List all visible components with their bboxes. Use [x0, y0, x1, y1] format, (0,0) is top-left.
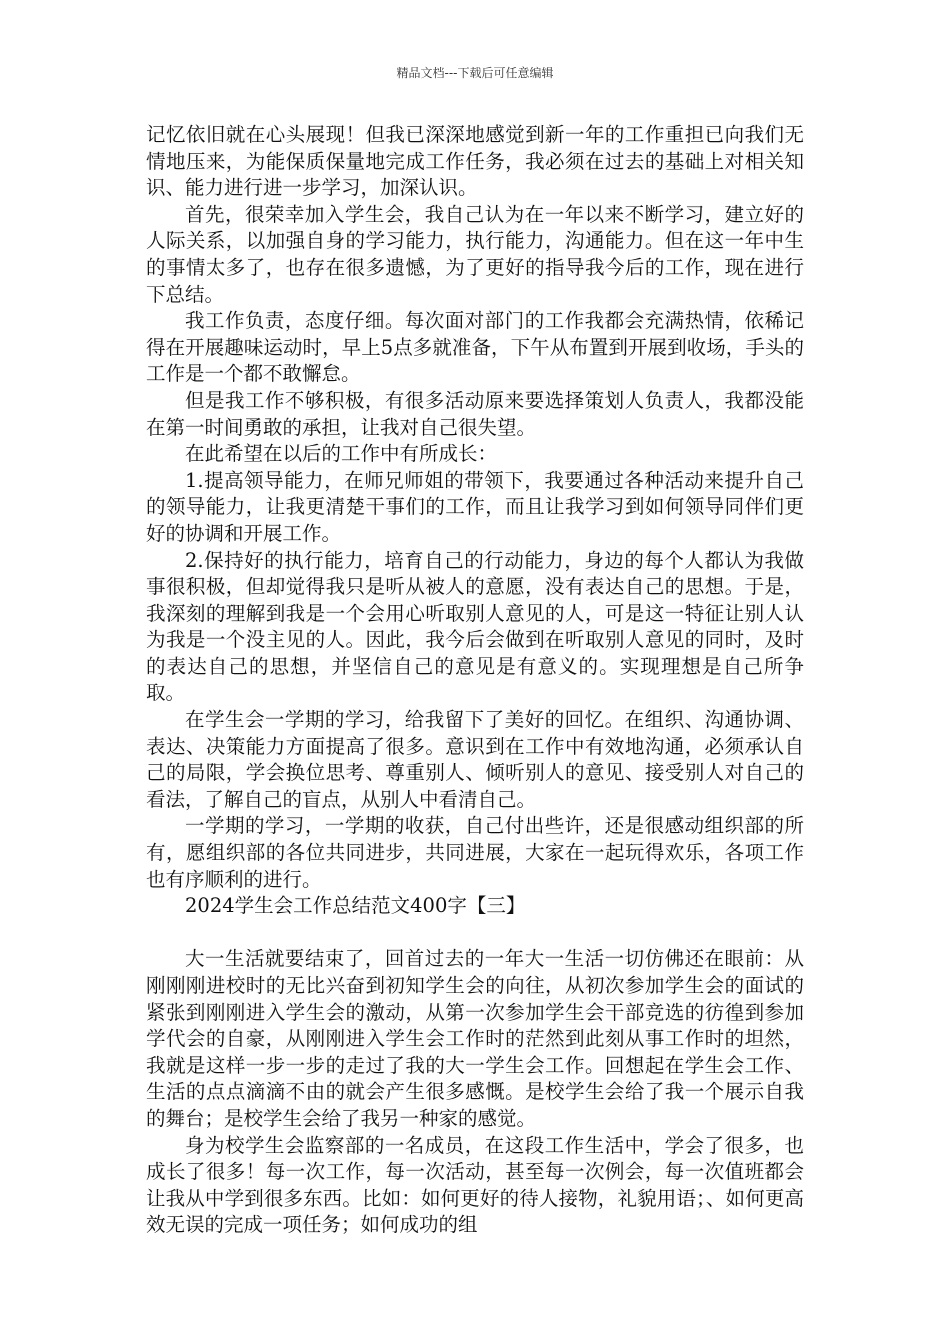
paragraph-9: 一学期的学习，一学期的收获，自己付出些许，还是很感动组织部的所有，愿组织部的各位共同进步，共同进展，大家在一起玩得欢乐，各项工作也有序顺利的进行。 — [146, 814, 804, 891]
paragraph-11: 身为校学生会监察部的一名成员，在这段工作生活中，学会了很多，也成长了很多！每一次工作，每一次活动，甚至每一次例会，每一次值班都会让我从中学到很多东西。比如：如何更好的待人接物，礼貌用语；、如何更高效无误的完成一项任务；如何成功的组 — [146, 1133, 804, 1237]
paragraph-2: 首先，很荣幸加入学生会，我自己认为在一年以来不断学习，建立好的人际关系，以加强自身的学习能力，执行能力，沟通能力。但在这一年中生的事情太多了，也存在很多遗憾，为了更好的指导我今后的工作，现在进行下总结。 — [146, 202, 804, 306]
page-header: 精品文档---下载后可任意编辑 — [396, 66, 554, 80]
paragraph-4: 但是我工作不够积极，有很多活动原来要选择策划人负责人，我都没能在第一时间勇敢的承担，让我对自己很失望。 — [146, 388, 804, 439]
paragraph-5: 在此希望在以后的工作中有所成长： — [185, 442, 498, 466]
paragraph-7: 2.保持好的执行能力，培育自己的行动能力，身边的每个人都认为我做事很积极，但却觉得我只是听从被人的意愿，没有表达自己的思想。于是，我深刻的理解到我是一个会用心听取别人意见的人，可是这一特征让别人认为我是一个没主见的人。因此，我今后会做到在听取别人意见的同时，及时的表达自己的思想，并坚信自己的意见是有意义的。实现理想是自己所争取。 — [146, 548, 804, 705]
blank-line — [146, 920, 804, 947]
paragraph-3: 我工作负责，态度仔细。每次面对部门的工作我都会充满热情，依稀记得在开展趣味运动时，早上5点多就准备，下午从布置到开展到收场，手头的工作是一个都不敢懈怠。 — [146, 309, 804, 386]
section-heading: 2024学生会工作总结范文400字【三】 — [185, 894, 526, 918]
paragraph-10: 大一生活就要结束了，回首过去的一年大一生活一切仿佛还在眼前：从刚刚刚进校时的无比兴奋到初知学生会的向往，从初次参加学生会的面试的紧张到刚刚进入学生会的激动，从第一次参加学生会干部竞选的彷徨到参加学代会的自豪，从刚刚进入学生会工作时的茫然到此刻从事工作时的坦然，我就是这样一步一步的走过了我的大一学生会工作。回想起在学生会工作、生活的点点滴滴不由的就会产生很多感慨。是校学生会给了我一个展示自我的舞台；是校学生会给了我另一种家的感觉。 — [146, 947, 804, 1130]
paragraph-1: 记忆依旧就在心头展现！但我已深深地感觉到新一年的工作重担已向我们无情地压来，为能保质保量地完成工作任务，我必须在过去的基础上对相关知识、能力进行进一步学习，加深认识。 — [146, 123, 804, 200]
paragraph-6: 1.提高领导能力，在师兄师姐的带领下，我要通过各种活动来提升自己的领导能力，让我更清楚干事们的工作，而且让我学习到如何领导同伴们更好的协调和开展工作。 — [146, 468, 804, 545]
paragraph-8: 在学生会一学期的学习，给我留下了美好的回忆。在组织、沟通协调、表达、决策能力方面提高了很多。意识到在工作中有效地沟通，必须承认自己的局限，学会换位思考、尊重别人、倾听别人的意见、接受别人对自己的看法，了解自己的盲点，从别人中看清自己。 — [146, 708, 804, 811]
document-body — [146, 122, 804, 1239]
